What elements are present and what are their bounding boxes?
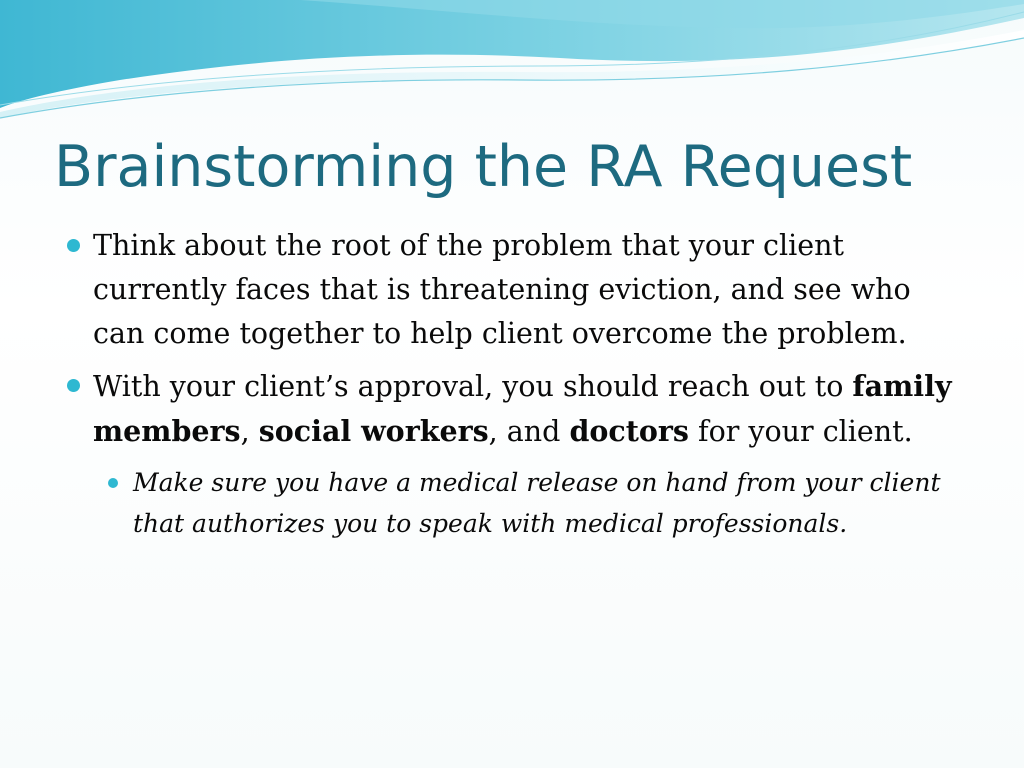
- sub-bullet-item-1-text: Make sure you have a medical release on hand from your client that authorizes you to speak with medical professionals.: [133, 468, 941, 538]
- emphasis-doctors: doctors: [569, 414, 689, 448]
- bullet-item-2-text-post: for your client.: [688, 415, 913, 448]
- bullet-list: [64, 224, 964, 544]
- slide-body: [64, 224, 964, 552]
- separator: , and: [488, 415, 570, 448]
- sub-bullet-item-1: [93, 462, 964, 544]
- bullet-item-1-text: Think about the root of the problem that your client currently faces that is threatening eviction, and see who can come together to help client overcome the problem.: [93, 229, 911, 350]
- bullet-icon: [67, 239, 80, 252]
- bullet-icon: [67, 379, 80, 392]
- sub-bullet-list: [93, 462, 964, 544]
- bullet-item-2: [64, 364, 964, 544]
- bullet-item-1: [64, 224, 964, 356]
- slide-title: Brainstorming the RA Request: [54, 134, 913, 200]
- emphasis-family-members: family members: [93, 369, 952, 448]
- emphasis-social-workers: social workers: [258, 414, 489, 448]
- bullet-item-2-text-pre: With your client’s approval, you should reach out to: [93, 370, 853, 403]
- separator: ,: [240, 415, 259, 448]
- decorative-wave-header: [0, 0, 1024, 120]
- sub-bullet-icon: [108, 478, 118, 488]
